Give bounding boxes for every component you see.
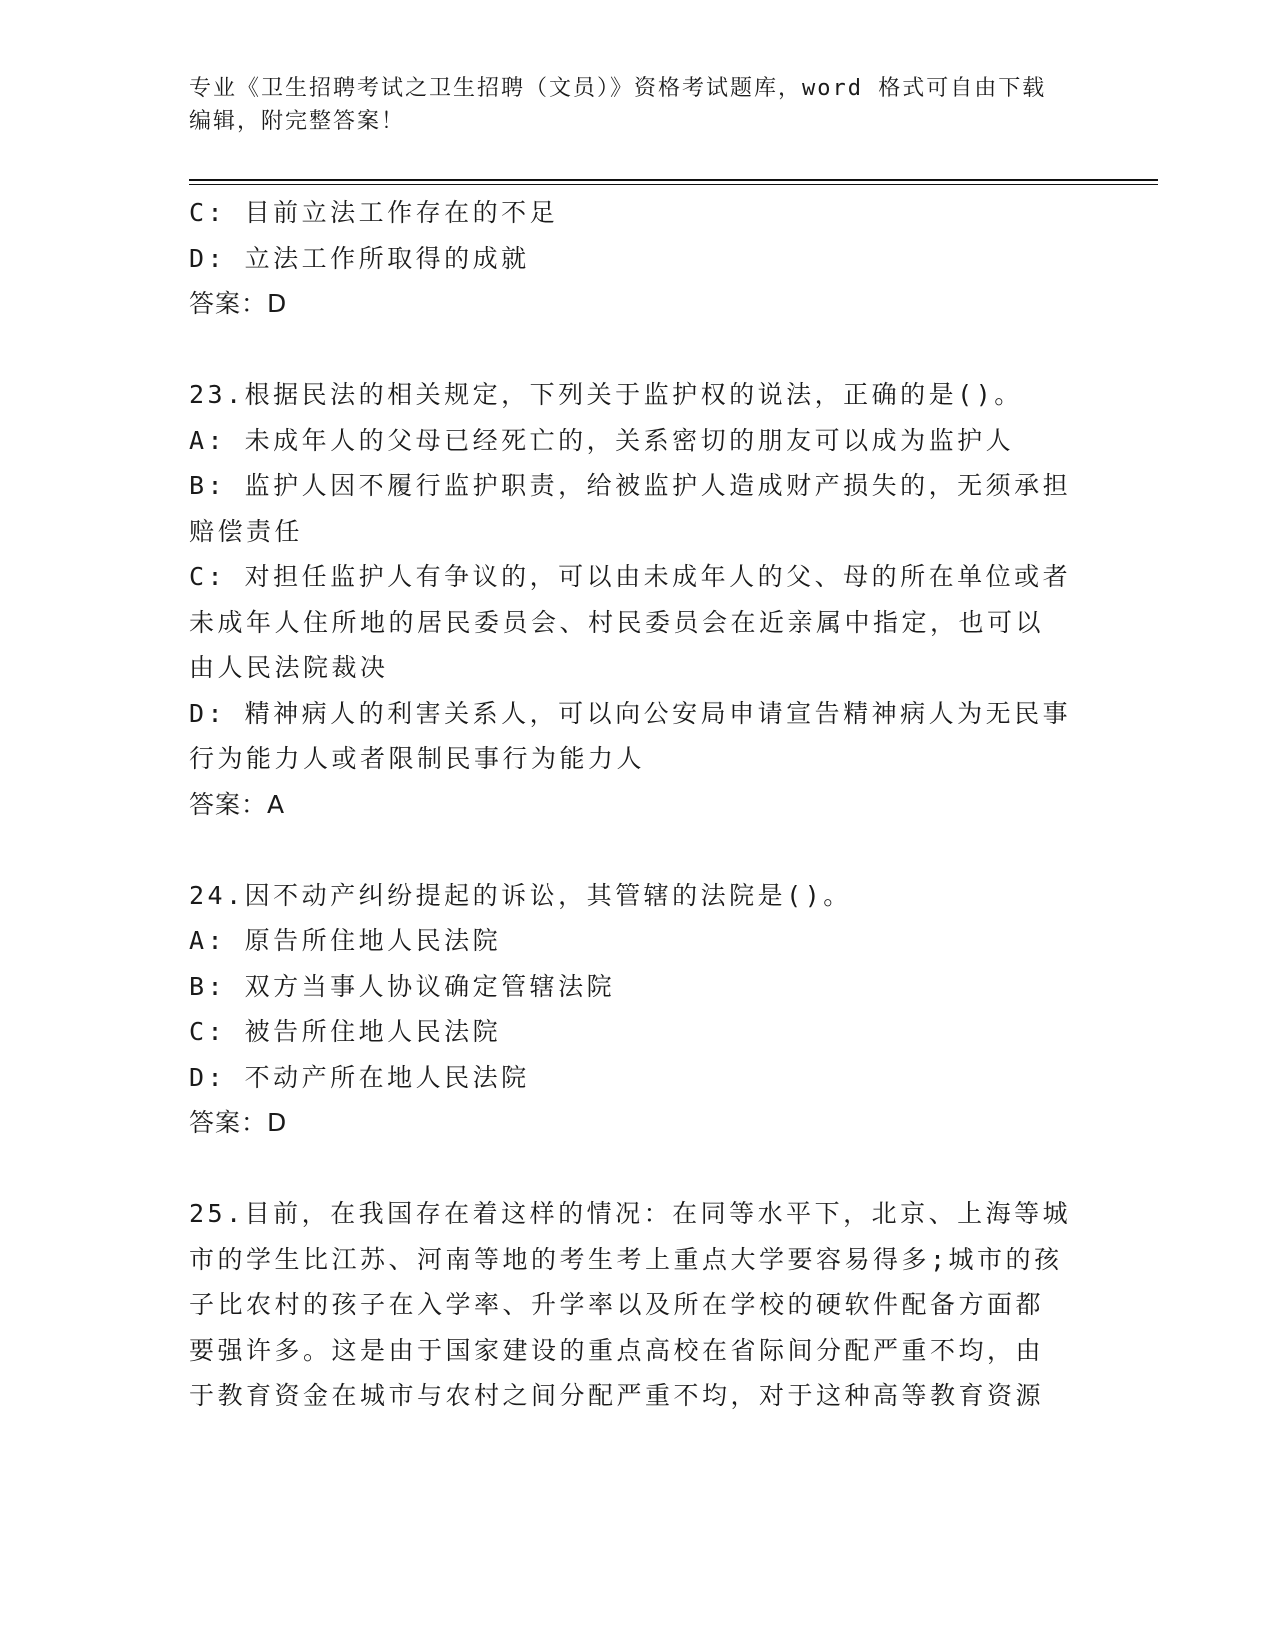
option-c: C: 目前立法工作存在的不足 <box>189 198 559 227</box>
header-divider-thick <box>189 179 1158 181</box>
option-d: D: 不动产所在地人民法院 <box>189 1062 530 1092</box>
option-a: A: 原告所住地人民法院 <box>189 926 502 955</box>
option-d-line-2: 行为能力人或者限制民事行为能力人 <box>189 744 646 773</box>
option-c-line-1: C: 对担任监护人有争议的，可以由未成年人的父、母的所在单位或者 <box>189 562 1072 591</box>
option-a: A: 未成年人的父母已经死亡的，关系密切的朋友可以成为监护人 <box>189 425 1015 455</box>
question-text-line-3: 子比农村的孩子在入学率、升学率以及所在学校的硬软件配备方面都 <box>189 1290 1045 1319</box>
option-c-line-3: 由人民法院裁决 <box>189 653 389 682</box>
spacer <box>189 827 1089 873</box>
answer-line: 答案：A <box>189 789 286 819</box>
answer-line: 答案：D <box>189 1108 288 1137</box>
option-c: C: 被告所住地人民法院 <box>189 1017 502 1046</box>
document-body <box>189 190 1089 1419</box>
question-text-line-5: 于教育资金在城市与农村之间分配严重不均，对于这种高等教育资源 <box>189 1381 1045 1410</box>
option-d-line-1: D: 精神病人的利害关系人，可以向公安局申请宣告精神病人为无民事 <box>189 698 1072 728</box>
question-25 <box>189 1191 1089 1419</box>
question-text-line-2: 市的学生比江苏、河南等地的考生考上重点大学要容易得多;城市的孩 <box>189 1244 1063 1274</box>
option-c-line-2: 未成年人住所地的居民委员会、村民委员会在近亲属中指定，也可以 <box>189 607 1045 637</box>
question-stem: 23.根据民法的相关规定，下列关于监护权的说法，正确的是()。 <box>189 380 1023 409</box>
question-24 <box>189 873 1089 1146</box>
question-23 <box>189 372 1089 827</box>
previous-question-tail <box>189 190 1089 327</box>
header-line-2: 编辑，附完整答案！ <box>189 109 406 134</box>
spacer <box>189 1146 1089 1192</box>
header-divider-thin <box>189 184 1158 185</box>
option-b-line-1: B: 监护人因不履行监护职责，给被监护人造成财产损失的，无须承担 <box>189 471 1072 500</box>
option-b: B: 双方当事人协议确定管辖法院 <box>189 971 616 1001</box>
header-line-1: 专业《卫生招聘考试之卫生招聘（文员）》资格考试题库，word 格式可自由下载 <box>189 76 1047 101</box>
question-text-line-4: 要强许多。这是由于国家建设的重点高校在省际间分配严重不均，由 <box>189 1335 1045 1365</box>
option-b-line-2: 赔偿责任 <box>189 516 304 546</box>
document-header <box>189 72 1089 138</box>
option-d: D: 立法工作所取得的成就 <box>189 243 530 273</box>
question-stem: 24.因不动产纠纷提起的诉讼，其管辖的法院是()。 <box>189 880 852 910</box>
spacer <box>189 327 1089 373</box>
question-text-line-1: 25.目前，在我国存在着这样的情况：在同等水平下，北京、上海等城 <box>189 1199 1072 1228</box>
answer-line: 答案：D <box>189 289 288 318</box>
